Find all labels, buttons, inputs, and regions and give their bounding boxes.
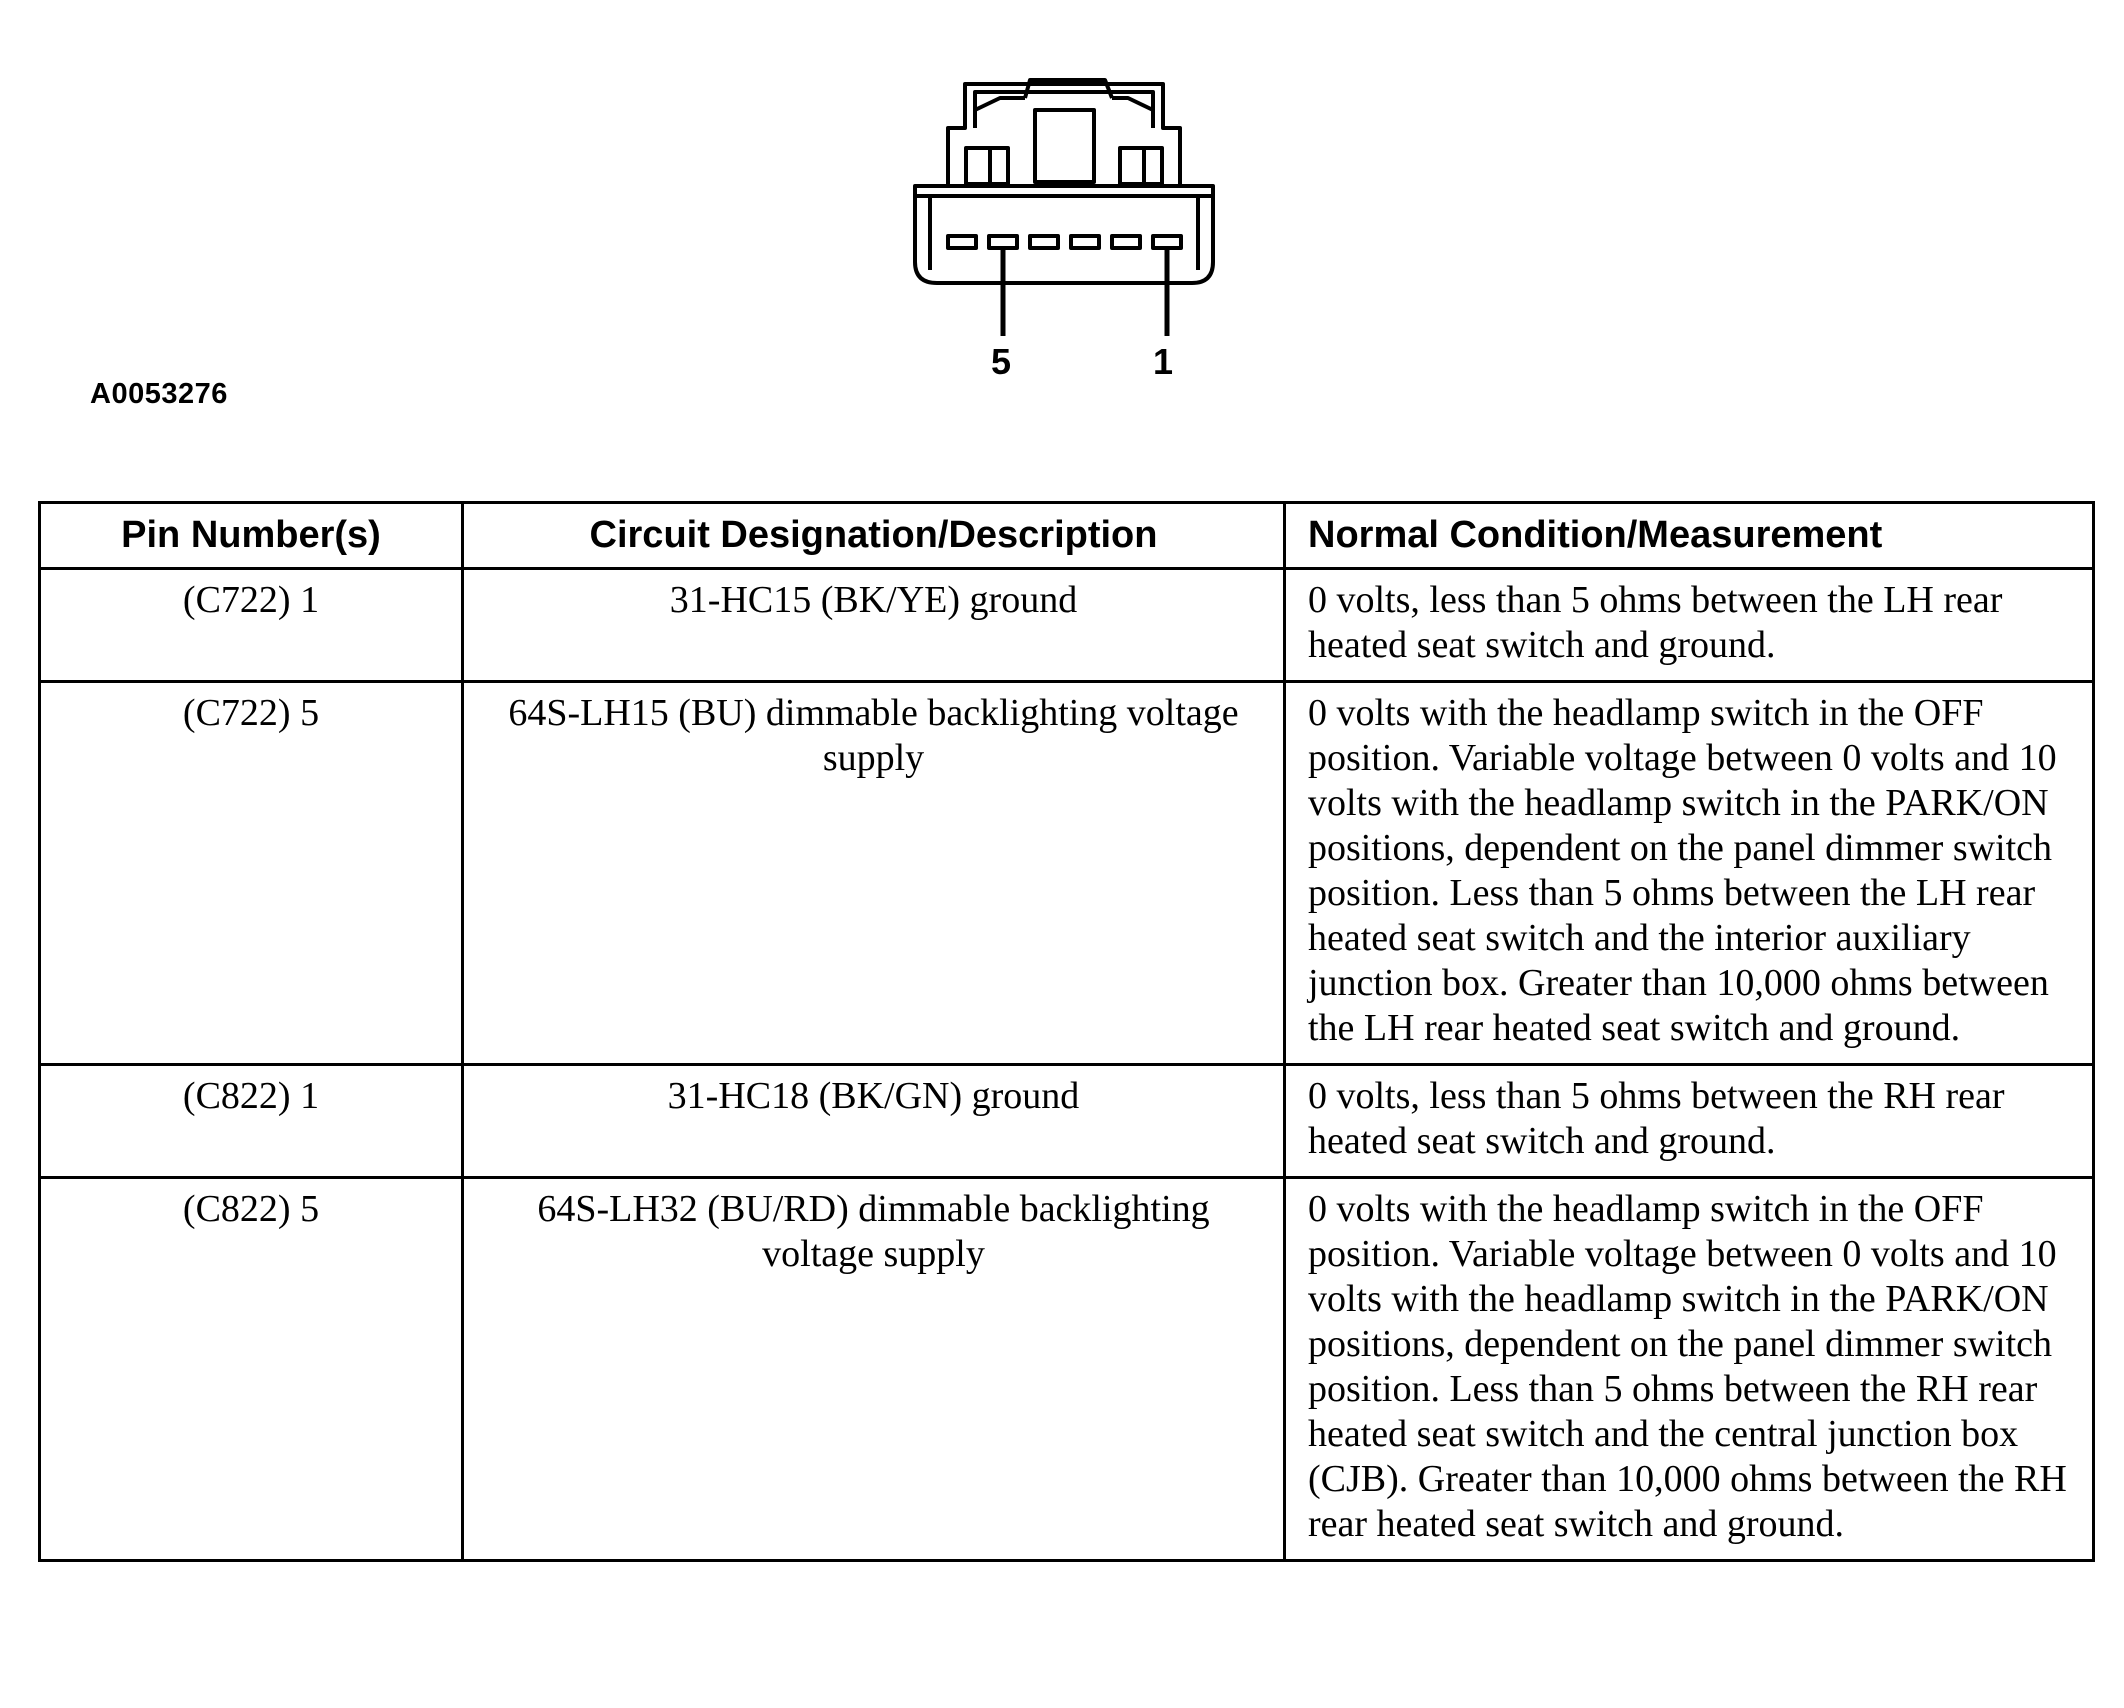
circuit-cell: 64S-LH15 (BU) dimmable backlighting voltage supply xyxy=(463,682,1285,1065)
condition-cell: 0 volts with the headlamp switch in the OFF position. Variable voltage between 0 volts and 10 volts with the headlamp switch in the PARK/ON positions, dependent on the panel dimmer switch position. Less than 5 ohms between the RH rear heated seat switch and the central junction box (CJB). Greater than 10,000 ohms between the RH rear heated seat switch and ground. xyxy=(1285,1178,2094,1561)
column-header-condition: Normal Condition/Measurement xyxy=(1285,503,2094,569)
condition-cell: 0 volts, less than 5 ohms between the LH rear heated seat switch and ground. xyxy=(1285,569,2094,682)
pin-cell: (C822) 5 xyxy=(40,1178,463,1561)
column-header-circuit: Circuit Designation/Description xyxy=(463,503,1285,569)
connector-face-icon xyxy=(0,0,2124,420)
pin-cell: (C722) 1 xyxy=(40,569,463,682)
pin-cell: (C822) 1 xyxy=(40,1065,463,1178)
circuit-cell: 31-HC18 (BK/GN) ground xyxy=(463,1065,1285,1178)
figure-id: A0053276 xyxy=(90,378,228,410)
pin-cell: (C722) 5 xyxy=(40,682,463,1065)
pin-5-label: 5 xyxy=(991,341,1012,382)
pin-chart-table xyxy=(38,501,2095,1562)
circuit-cell: 64S-LH32 (BU/RD) dimmable backlighting voltage supply xyxy=(463,1178,1285,1561)
table-row xyxy=(40,682,2094,1065)
table-row xyxy=(40,1178,2094,1561)
table-row xyxy=(40,569,2094,682)
table-row xyxy=(40,1065,2094,1178)
connector-diagram xyxy=(0,0,2124,420)
column-header-pin: Pin Number(s) xyxy=(40,503,463,569)
circuit-cell: 31-HC15 (BK/YE) ground xyxy=(463,569,1285,682)
pin-1-label: 1 xyxy=(1153,341,1174,382)
table-header-row xyxy=(40,503,2094,569)
condition-cell: 0 volts with the headlamp switch in the OFF position. Variable voltage between 0 volts and 10 volts with the headlamp switch in the PARK/ON positions, dependent on the panel dimmer switch position. Less than 5 ohms between the LH rear heated seat switch and the interior auxiliary junction box. Greater than 10,000 ohms between the LH rear heated seat switch and ground. xyxy=(1285,682,2094,1065)
condition-cell: 0 volts, less than 5 ohms between the RH rear heated seat switch and ground. xyxy=(1285,1065,2094,1178)
